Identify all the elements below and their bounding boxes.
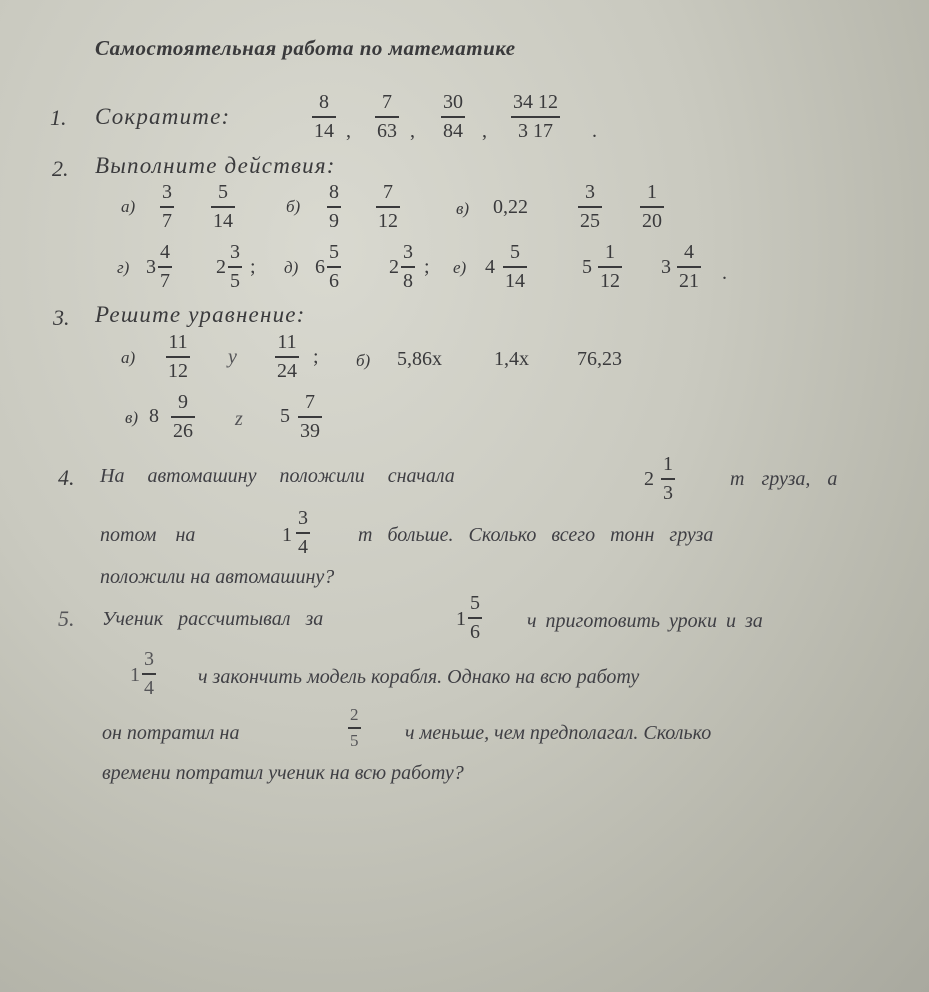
item-label-b: б) bbox=[356, 351, 371, 370]
whole-part: 5 bbox=[280, 405, 290, 427]
task2-e-fraction-1: 5 14 bbox=[505, 241, 525, 292]
task3-number: 3. bbox=[53, 305, 70, 330]
task2-b-fraction-2: 7 12 bbox=[378, 181, 398, 232]
task1-fraction-1: 8 14 bbox=[314, 91, 334, 142]
task3-a-fraction-1: 11 12 bbox=[168, 331, 188, 382]
task4-mixed-2: 3 4 bbox=[298, 507, 308, 558]
whole-part: 4 bbox=[485, 256, 495, 278]
whole-part: 2 bbox=[216, 256, 226, 278]
task2-v-fraction-1: 3 25 bbox=[580, 181, 600, 232]
task3-b-term-1: 5,86х bbox=[397, 348, 442, 370]
task2-e-fraction-2: 1 12 bbox=[600, 241, 620, 292]
task4-mixed-1: 1 3 bbox=[663, 453, 673, 504]
task5-line-2: ч закончить модель корабля. Однако на всю работу bbox=[198, 666, 640, 688]
task5-fraction-3: 2 5 bbox=[350, 705, 359, 750]
task1-fraction-4: 34 12 3 17 bbox=[513, 91, 558, 142]
separator: . bbox=[722, 262, 727, 284]
task5-line-3b: ч меньше, чем предполагал. Сколько bbox=[405, 722, 712, 744]
task1-fraction-3: 30 84 bbox=[443, 91, 463, 142]
task4-line-1: На автомашину положили сначала bbox=[100, 465, 455, 487]
separator: ; bbox=[313, 346, 319, 368]
task3-a-fraction-2: 11 24 bbox=[277, 331, 297, 382]
task2-b-fraction-1: 8 9 bbox=[329, 181, 339, 232]
whole-part: 8 bbox=[149, 405, 159, 427]
item-label-v: в) bbox=[456, 199, 470, 218]
task2-e-fraction-3: 4 21 bbox=[679, 241, 699, 292]
item-label-g: г) bbox=[117, 258, 130, 277]
task5-line-3a: он потратил на bbox=[102, 722, 240, 744]
task2-v-decimal: 0,22 bbox=[493, 196, 528, 218]
task2-a-fraction-2: 5 14 bbox=[213, 181, 233, 232]
item-label-a: а) bbox=[121, 348, 136, 367]
whole-part: 1 bbox=[130, 664, 140, 686]
task5-line-1a: Ученик рассчитывал за bbox=[102, 608, 324, 630]
task2-d-fraction-2: 3 8 bbox=[403, 241, 413, 292]
task3-heading: Решите уравнение: bbox=[95, 302, 306, 327]
item-label-b: б) bbox=[286, 197, 301, 216]
task2-g-fraction-1: 4 7 bbox=[160, 241, 170, 292]
task2-d-fraction-1: 5 6 bbox=[329, 241, 339, 292]
whole-part: 5 bbox=[582, 256, 592, 278]
item-label-v: в) bbox=[125, 408, 139, 427]
task4-number: 4. bbox=[58, 465, 75, 490]
variable-z: z bbox=[235, 408, 243, 430]
task1-fraction-2: 7 63 bbox=[377, 91, 397, 142]
task5-mixed-2: 3 4 bbox=[144, 648, 154, 699]
whole-part: 1 bbox=[282, 524, 292, 546]
task2-number: 2. bbox=[52, 156, 69, 181]
variable-y: у bbox=[228, 346, 237, 368]
task1-heading: Сократите: bbox=[95, 104, 231, 129]
whole-part: 2 bbox=[389, 256, 399, 278]
separator: . bbox=[592, 120, 597, 142]
task5-number: 5. bbox=[58, 606, 75, 631]
task3-v-fraction-1: 9 26 bbox=[173, 391, 193, 442]
whole-part: 6 bbox=[315, 256, 325, 278]
task2-g-fraction-2: 3 5 bbox=[230, 241, 240, 292]
whole-part: 3 bbox=[661, 256, 671, 278]
item-label-e: е) bbox=[453, 258, 467, 277]
task2-heading: Выполните действия: bbox=[95, 153, 336, 178]
task4-line-2b: т больше. Сколько всего тонн груза bbox=[358, 524, 714, 546]
separator: ; bbox=[250, 256, 256, 278]
separator: , bbox=[482, 120, 487, 142]
separator: , bbox=[410, 120, 415, 142]
task3-v-fraction-2: 7 39 bbox=[300, 391, 320, 442]
separator: ; bbox=[424, 256, 430, 278]
whole-part: 2 bbox=[644, 468, 654, 490]
task5-line-1b: ч приготовить уроки и за bbox=[527, 610, 763, 632]
task2-a-fraction-1: 3 7 bbox=[162, 181, 172, 232]
task1-number: 1. bbox=[50, 105, 67, 130]
item-label-a: а) bbox=[121, 197, 136, 216]
whole-part: 3 bbox=[146, 256, 156, 278]
task5-line-4: времени потратил ученик на всю работу? bbox=[102, 762, 464, 784]
page-title: Самостоятельная работа по математике bbox=[95, 36, 516, 60]
task3-b-term-3: 76,23 bbox=[577, 348, 622, 370]
task2-v-fraction-2: 1 20 bbox=[642, 181, 662, 232]
item-label-d: д) bbox=[284, 258, 299, 277]
task4-line-3: положили на автомашину? bbox=[100, 566, 335, 588]
task3-b-term-2: 1,4х bbox=[494, 348, 529, 370]
task5-mixed-1: 5 6 bbox=[470, 592, 480, 643]
whole-part: 1 bbox=[456, 608, 466, 630]
separator: , bbox=[346, 120, 351, 142]
task4-line-2a: потом на bbox=[100, 524, 196, 546]
task4-line-1b: т груза, а bbox=[730, 468, 838, 490]
